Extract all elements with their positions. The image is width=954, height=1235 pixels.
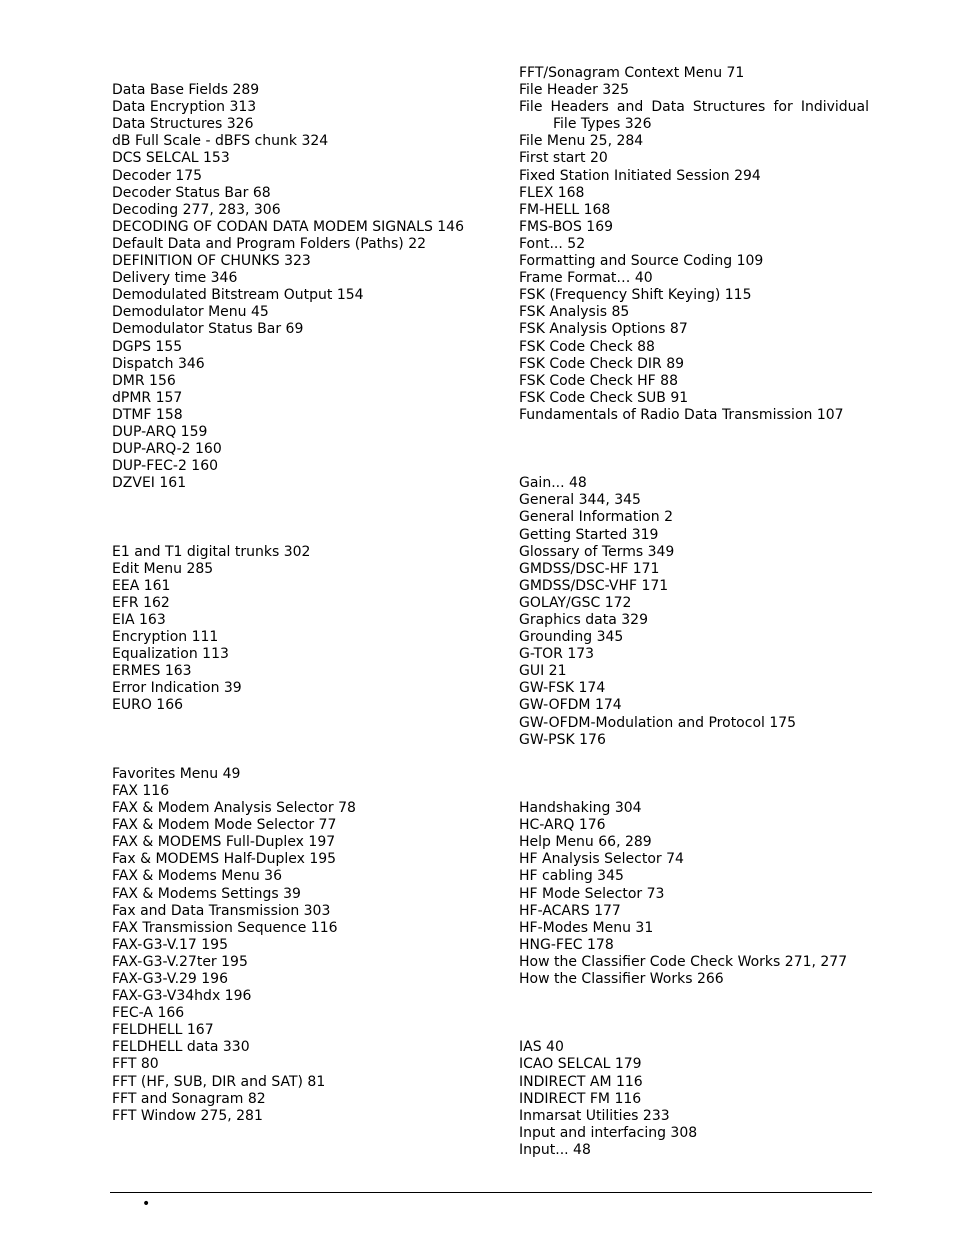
index-entry: FELDHELL data 330 (112, 1039, 250, 1056)
index-entry: GW-FSK 174 (519, 680, 606, 697)
index-entry: HF cabling 345 (519, 868, 624, 885)
index-entry: FFT/Sonagram Context Menu 71 (519, 65, 745, 81)
index-entry: HC-ARQ 176 (519, 817, 606, 834)
index-entry: GOLAY/GSC 172 (519, 594, 632, 611)
footer-bullet: • (142, 1196, 151, 1212)
index-entry: FELDHELL 167 (112, 1022, 214, 1039)
index-entry: FEC-A 166 (112, 1005, 185, 1022)
index-section-i (519, 1039, 869, 1159)
index-entry: DEFINITION OF CHUNKS 323 (112, 253, 311, 270)
index-entry: FAX-G3-V.27ter 195 (112, 953, 248, 970)
index-entry: FSK Analysis Options 87 (519, 321, 688, 338)
index-entry: DMR 156 (112, 372, 176, 389)
index-entry: Demodulator Status Bar 69 (112, 321, 304, 338)
index-entry: Frame Format… 40 (519, 270, 653, 287)
index-entry: How the Classifier Code Check Works 271, 277 (519, 953, 848, 970)
index-entry: FSK (Frequency Shift Keying) 115 (519, 287, 752, 304)
index-entry: Input and interfacing 308 (519, 1124, 698, 1141)
index-entry: FAX Transmission Sequence 116 (112, 919, 338, 936)
index-entry: Inmarsat Utilities 233 (519, 1107, 670, 1124)
index-entry: INDIRECT FM 116 (519, 1090, 642, 1107)
index-entry: File Headers and Data Structures for Individual File Types 326 (519, 99, 869, 133)
index-entry: Glossary of Terms 349 (519, 543, 675, 560)
index-entry: FAX-G3-V34hdx 196 (112, 988, 252, 1005)
index-entry: FFT and Sonagram 82 (112, 1090, 266, 1107)
index-entry: EURO 166 (112, 697, 184, 714)
index-entry: Encryption 111 (112, 629, 219, 646)
index-entry: GUI 21 (519, 663, 567, 680)
index-entry: HF-ACARS 177 (519, 902, 621, 919)
index-section-e (112, 544, 477, 715)
index-entry: FSK Code Check 88 (519, 338, 655, 355)
index-entry: FSK Code Check SUB 91 (519, 389, 689, 406)
index-entry: Dispatch 346 (112, 355, 205, 372)
index-entry: dB Full Scale - dBFS chunk 324 (112, 133, 329, 150)
index-entry: DTMF 158 (112, 406, 183, 423)
index-entry: ICAO SELCAL 179 (519, 1056, 642, 1073)
index-entry: Font... 52 (519, 235, 586, 252)
index-entry: HF-Modes Menu 31 (519, 919, 654, 936)
index-entry: ERMES 163 (112, 663, 192, 680)
index-section-f-continued (519, 65, 869, 424)
index-entry: DGPS 155 (112, 338, 183, 355)
index-entry: INDIRECT AM 116 (519, 1073, 643, 1090)
index-entry: File Menu 25, 284 (519, 133, 644, 150)
index-entry: FAX & Modem Mode Selector 77 (112, 817, 337, 834)
index-entry: FSK Analysis 85 (519, 304, 630, 321)
index-entry: EEA 161 (112, 577, 171, 594)
index-entry: File Header 325 (519, 82, 630, 99)
index-entry: FAX-G3-V.29 196 (112, 971, 228, 987)
index-entry: DUP-ARQ-2 160 (112, 441, 222, 458)
index-entry: DUP-FEC-2 160 (112, 458, 219, 475)
index-entry: FSK Code Check DIR 89 (519, 355, 685, 372)
index-entry: Decoder Status Bar 68 (112, 184, 271, 201)
index-entry: FFT (HF, SUB, DIR and SAT) 81 (112, 1073, 326, 1090)
index-entry: Demodulator Menu 45 (112, 304, 269, 321)
index-section-g (519, 475, 869, 749)
index-entry: GMDSS/DSC-HF 171 (519, 560, 660, 577)
index-entry: Input... 48 (519, 1141, 591, 1158)
index-entry: Default Data and Program Folders (Paths) 22 (112, 235, 427, 252)
index-entry: Error Indication 39 (112, 680, 242, 697)
index-entry: dPMR 157 (112, 389, 183, 406)
index-entry: HF Analysis Selector 74 (519, 851, 684, 868)
index-entry: How the Classifier Works 266 (519, 971, 724, 987)
index-entry: FFT Window 275, 281 (112, 1107, 263, 1124)
index-entry: Equalization 113 (112, 646, 229, 663)
index-section-d (112, 82, 477, 492)
index-entry: GW-PSK 176 (519, 731, 606, 748)
index-entry: FAX & MODEMS Full-Duplex 197 (112, 834, 336, 851)
index-entry: Graphics data 329 (519, 612, 648, 629)
index-section-f (112, 766, 477, 1125)
index-entry: HF Mode Selector 73 (519, 885, 665, 902)
index-entry: Fixed Station Initiated Session 294 (519, 167, 761, 184)
index-entry: FM-HELL 168 (519, 201, 611, 218)
index-entry: EIA 163 (112, 612, 166, 629)
index-entry: Data Structures 326 (112, 116, 254, 133)
footer-divider (110, 1192, 872, 1193)
index-entry: FAX & Modems Menu 36 (112, 868, 282, 885)
index-entry: Fax and Data Transmission 303 (112, 902, 331, 919)
index-entry: GW-OFDM-Modulation and Protocol 175 (519, 714, 797, 731)
index-entry: G-TOR 173 (519, 646, 595, 663)
index-entry: General Information 2 (519, 509, 674, 526)
index-entry: GMDSS/DSC-VHF 171 (519, 577, 669, 594)
index-entry: HNG-FEC 178 (519, 936, 614, 953)
index-entry: E1 and T1 digital trunks 302 (112, 543, 311, 560)
index-entry: Data Base Fields 289 (112, 82, 260, 99)
index-entry: DCS SELCAL 153 (112, 150, 230, 167)
index-column-right (519, 65, 869, 1159)
index-entry: Getting Started 319 (519, 526, 659, 543)
index-entry: First start 20 (519, 150, 608, 167)
index-entry: FSK Code Check HF 88 (519, 372, 678, 389)
index-entry: Fax & MODEMS Half-Duplex 195 (112, 851, 337, 868)
index-entry: Handshaking 304 (519, 800, 642, 817)
index-entry: Edit Menu 285 (112, 560, 214, 577)
index-entry: FAX-G3-V.17 195 (112, 936, 228, 953)
index-entry: Gain... 48 (519, 475, 587, 492)
index-entry: DZVEI 161 (112, 475, 187, 492)
index-entry: Fundamentals of Radio Data Transmission 107 (519, 406, 844, 423)
index-entry: FAX 116 (112, 782, 170, 799)
index-entry: GW-OFDM 174 (519, 697, 622, 714)
index-entry: Formatting and Source Coding 109 (519, 253, 764, 270)
index-entry: Data Encryption 313 (112, 99, 257, 116)
index-entry: FFT 80 (112, 1056, 159, 1073)
index-entry: Help Menu 66, 289 (519, 834, 652, 851)
index-entry: Delivery time 346 (112, 270, 238, 287)
index-section-h (519, 800, 869, 988)
index-entry: DECODING OF CODAN DATA MODEM SIGNALS 146 (112, 218, 464, 235)
index-entry: FLEX 168 (519, 184, 585, 201)
index-entry: Grounding 345 (519, 629, 624, 646)
index-entry: FAX & Modem Analysis Selector 78 (112, 800, 356, 817)
index-entry: Favorites Menu 49 (112, 765, 241, 782)
index-entry: IAS 40 (519, 1039, 564, 1056)
index-entry: Demodulated Bitstream Output 154 (112, 287, 364, 304)
index-entry: EFR 162 (112, 594, 170, 611)
index-entry: FAX & Modems Settings 39 (112, 885, 301, 902)
index-column-left (112, 65, 477, 1125)
index-entry: Decoder 175 (112, 167, 203, 184)
index-entry: General 344, 345 (519, 492, 641, 509)
index-entry: DUP-ARQ 159 (112, 423, 208, 440)
index-entry: Decoding 277, 283, 306 (112, 201, 281, 218)
index-entry: FMS-BOS 169 (519, 218, 614, 235)
